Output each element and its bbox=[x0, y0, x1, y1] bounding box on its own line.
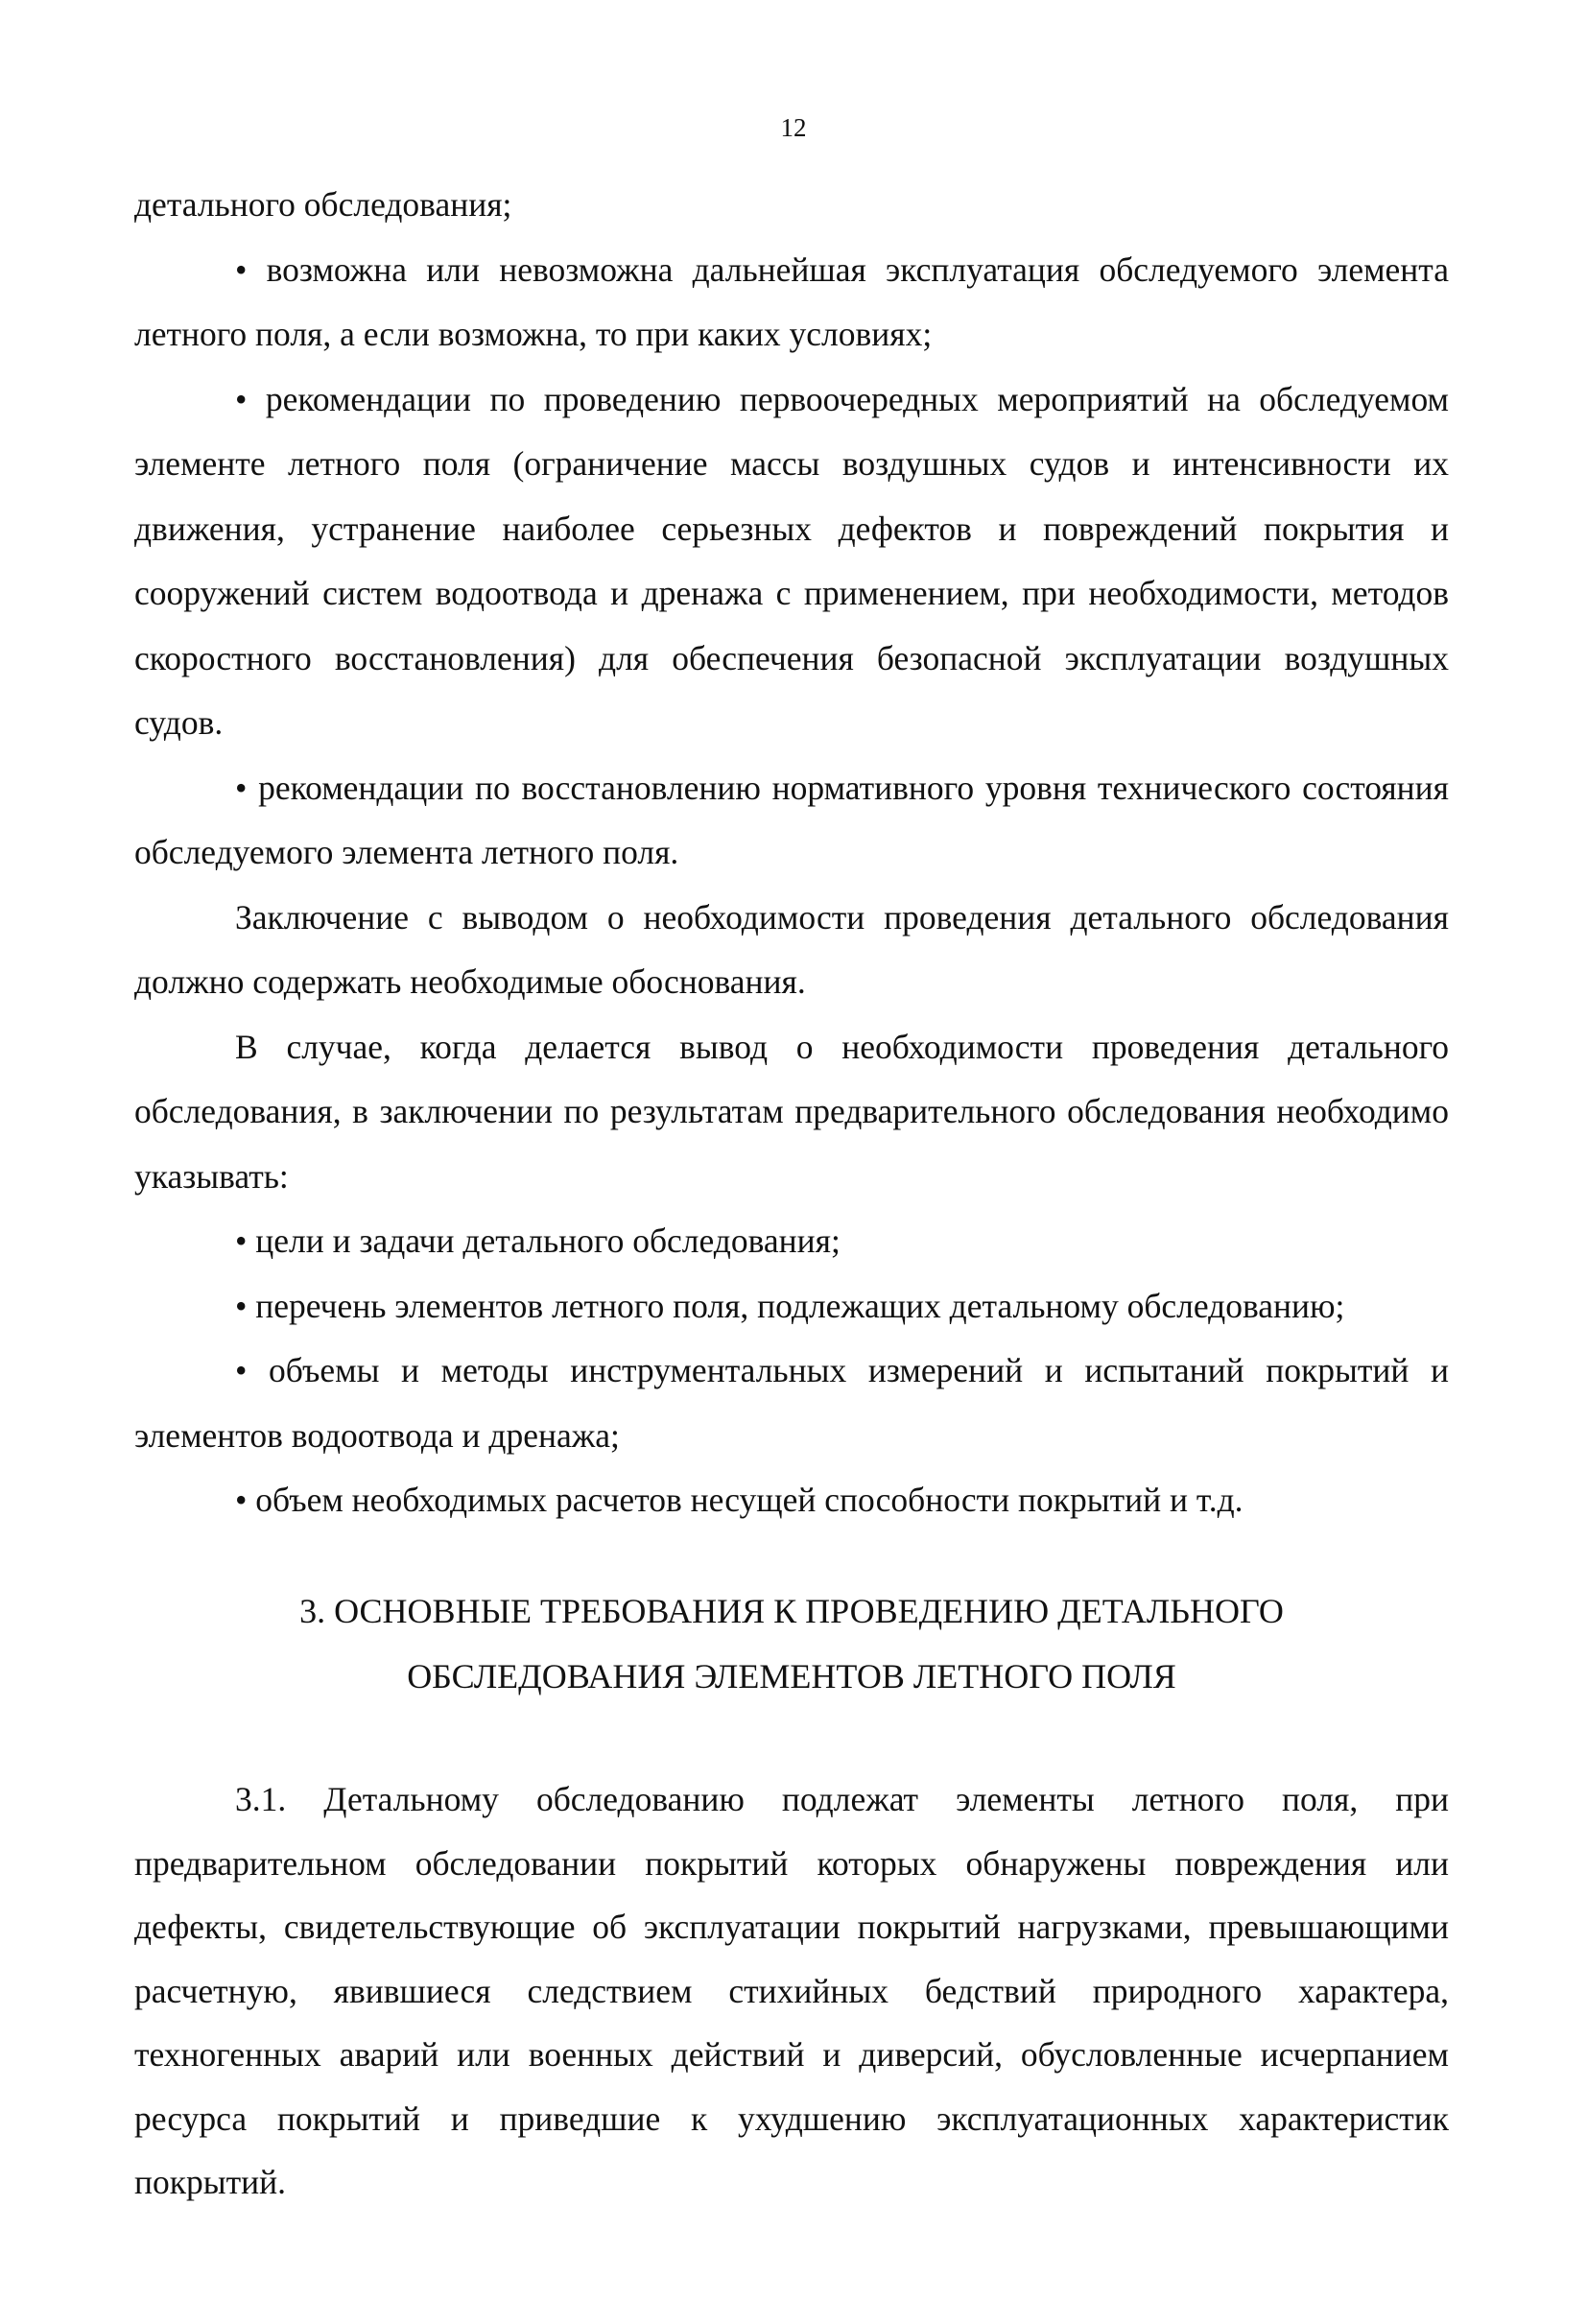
page-number: 12 bbox=[780, 113, 807, 142]
bullet-item: • цели и задачи детального обследования; bbox=[235, 1221, 841, 1260]
bullet-item: • объемы и методы инструментальных измерений и испытаний покрытий и элементов водоотвода и дренажа; bbox=[134, 1351, 1449, 1455]
section-heading-line-1: 3. ОСНОВНЫЕ ТРЕБОВАНИЯ К ПРОВЕДЕНИЮ ДЕТАЛЬНОГО bbox=[299, 1592, 1284, 1630]
bullet-item: • возможна или невозможна дальнейшая эксплуатация обследуемого элемента летного поля, а если возможна, то при каких условиях; bbox=[134, 249, 1449, 353]
section-body bbox=[134, 1767, 1449, 2215]
paragraph: Заключение с выводом о необходимости проведения детального обследования должно содержать необходимые обоснования. bbox=[134, 897, 1449, 1001]
bullet-item: • объем необходимых расчетов несущей способности покрытий и т.д. bbox=[235, 1481, 1244, 1519]
body-text bbox=[134, 173, 1449, 1533]
paragraph: В случае, когда делается вывод о необходимости проведения детального обследования, в заключении по результатам предварительного обследования необходимо указывать: bbox=[134, 1027, 1449, 1196]
section-heading bbox=[134, 1578, 1449, 1709]
paragraph-3-1: 3.1. Детальному обследованию подлежат элементы летного поля, при предварительном обследовании покрытий которых обнаружены повреждения или дефекты, свидетельствующие об эксплуатации покрытий нагрузками, превышающими расчетную, явившиеся следствием стихийных бедствий природного характера, техногенных аварий или военных действий и диверсий, обусловленные исчерпанием ресурса покрытий и приведшие к ухудшению эксплуатационных характеристик покрытий. bbox=[134, 1780, 1449, 2201]
bullet-item: • рекомендации по проведению первоочередных мероприятий на обследуемом элементе летного поля (ограничение массы воздушных судов и интенсивности их движения, устранение наиболее серьезных дефектов и повреждений покрытия и сооружений систем водоотвода и дренажа с применением, при необходимости, методов скоростного восстановления) для обеспечения безопасной эксплуатации воздушных судов. bbox=[134, 379, 1449, 742]
paragraph-continuation: детального обследования; bbox=[134, 185, 512, 224]
bullet-item: • перечень элементов летного поля, подлежащих детальному обследованию; bbox=[235, 1286, 1345, 1325]
bullet-item: • рекомендации по восстановлению нормативного уровня технического состояния обследуемого элемента летного поля. bbox=[134, 768, 1449, 871]
section-heading-line-2: ОБСЛЕДОВАНИЯ ЭЛЕМЕНТОВ ЛЕТНОГО ПОЛЯ bbox=[407, 1657, 1176, 1696]
